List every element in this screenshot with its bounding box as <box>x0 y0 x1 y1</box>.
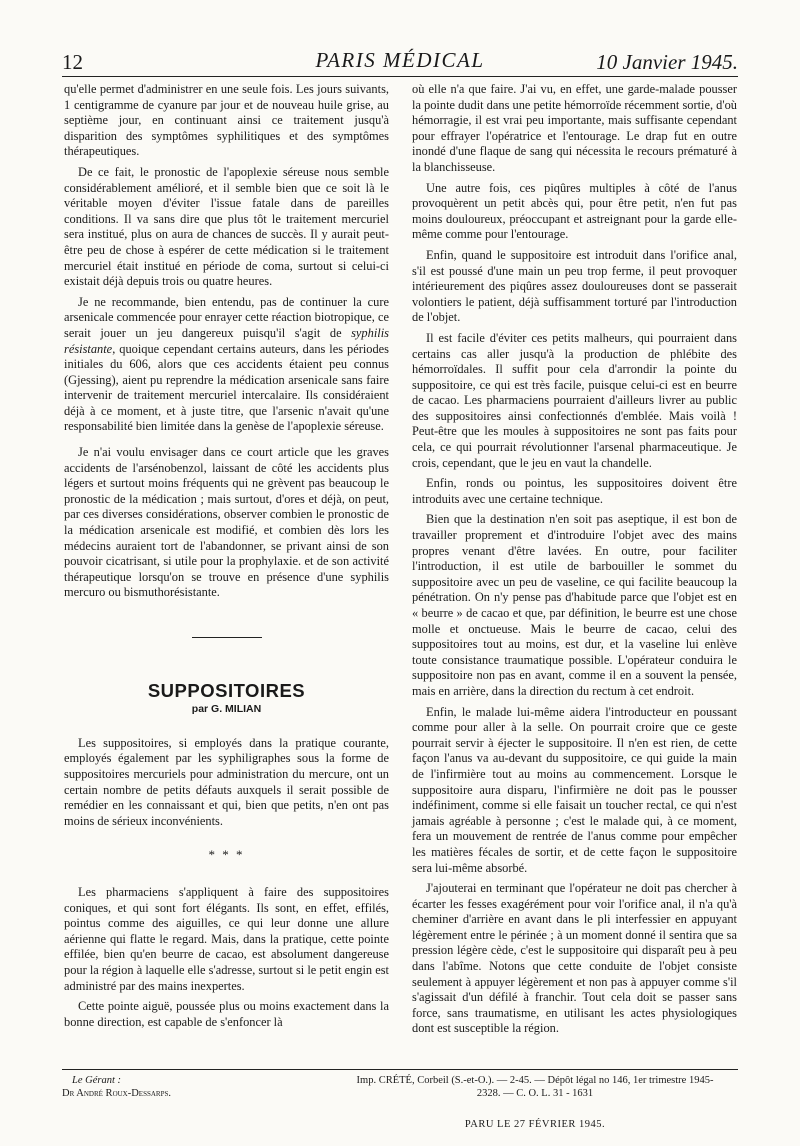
imprint <box>332 1074 738 1100</box>
paragraph: où elle n'a que faire. J'ai vu, en effet, une garde-malade pousser la pointe dudit dans une petite hémorroïde récemment sortie, d'où hémorragie, il est vrai peu importante, mais suffisante cependant pour effrayer l'opératrice et l'entourage. Le drap fut en outre inondé d'une flaque de sang qui nécessita le recours prématuré à la blanchisseuse. <box>412 82 737 174</box>
section-divider <box>64 627 389 643</box>
manager-name: Dr André Roux-Dessarps. <box>62 1088 172 1099</box>
paragraph: qu'elle permet d'administrer en une seule fois. Les jours suivants, 1 centigramme de cyanure par jour et de nouveau huile grise, au septième jour, en continuant ainsi ce traitement jusqu'à disparition des symptômes syphilitiques et des symptômes thérapeutiques. <box>64 82 389 159</box>
paragraph: Une autre fois, ces piqûres multiples à côté de l'anus provoquèrent un petit abcès qui, pour être petit, n'en fut pas moins douloureux, préoccupant et astreignant pour la garde elle-même comme pour l'entourage. <box>412 180 737 242</box>
paragraph: Les suppositoires, si employés dans la pratique courante, employés également par les syphiligraphes sous la forme de suppositoires mercuriels pour administration du mercure, ont un certain nombre de petits défauts auxquels il serait possible de remédier en les connaissant et qui, bien que petits, n'en ont pas moins de sérieux inconvénients. <box>64 735 389 828</box>
paragraph: Bien que la destination n'en soit pas aseptique, il est bon de travailler proprement et d'introduire l'objet avec des mains propres venant d'être lavées. En outre, pour faciliter l'introduction, il est utile de barbouiller le sommet du suppositoire avec un peu de vaseline, ce qui facilite beaucoup la pénétration. On n'y pense pas d'habitude parce que l'objet est en « beurre » de cacao et que, par définition, le beurre est une chose molle et onctueuse. Mais le beurre de cacao, celui des suppositoires tout au moins, est dur, et la vaseline lui enlève toute consistance traumatique possible. L'opérateur conduira le suppositoire non pas en avant, comme il en a souvent la pensée, mais en arrière, dans la direction du rectum à cet endroit. <box>412 512 737 698</box>
article-title: SUPPOSITOIRES <box>147 679 306 701</box>
paragraph: Il est facile d'éviter ces petits malheurs, qui pourraient dans certains cas aller jusqu'à la production de phlébite des hémorroïdales. Il suffit pour cela d'arrondir la pointe du suppositoire, ce qui est très facile, puisque celui-ci est en beurre de cacao. Les pharmaciens pourraient d'ailleurs livrer au public des suppositoires ainsi confectionnés d'emblée. Mais voilà ! Peut-être que les moules à suppositoires ne sont pas faits pour cela, ce qui pourrait révolutionner l'arsenal pharmaceutique. Je crois, cependant, que le jeu en vaut la chandelle. <box>412 330 737 470</box>
imprint-line: Imp. CRÉTÉ, Corbeil (S.-et-O.). — 2-45. — Dépôt légal no 146, 1er trimestre 1945- <box>356 1075 714 1086</box>
page-footer <box>62 1069 738 1130</box>
paragraph: De ce fait, le pronostic de l'apoplexie séreuse nous semble considérablement amélioré, et il semble bien que ce soit là le véritable moyen d'éviter l'issue fatale dans de pareilles conditions. Il va sans dire que plus tôt le traitement mercuriel sera institué, plus on aura de chances de succès. Il y aurait peut-être peu de chose à espérer de cette médication si le traitement mercuriel était institué en période de coma, surtout si celui-ci existait déjà depuis trois ou quatre heures. <box>64 164 389 289</box>
page-number: 12 <box>62 50 83 74</box>
manager-label: Le Gérant : <box>72 1075 121 1086</box>
paragraph: J'ajouterai en terminant que l'opérateur ne doit pas chercher à écarter les fesses exagérément pour voir l'orifice anal, il n'a qu'à cheminer d'arrière en avant dans le pli interfessier en appuyant légèrement entre le périnée ; à un moment donné il sentira que sa pression légère cède, c'est le suppositoire qui disparaît peu à peu dans l'abîme. Notons que cette conduite de l'objet consiste seulement à appuyer légèrement et non pas à appuyer comme s'il s'agissait d'un défilé à franchir. Tout cela doit se passer sans force, sans traumatisme, en utilisant les actes physiologiques dont est susceptible la région. <box>412 881 737 1036</box>
paragraph-text: , quoique cependant certains auteurs, dans les périodes initiales du 606, alors que ces accidents étaient peu connus (Gjessing), aient pu reprendre la médication arsenicale sans faire intervenir de traitement mercuriel intercalaire. Ils considéraient déjà à ce moment, et à juste titre, que l'arsenic n'avait qu'une responsabilité bien limitée dans la genèse de l'apoplexie séreuse. <box>64 341 389 434</box>
paragraph <box>64 295 389 435</box>
publication-date: PARU LE 27 FÉVRIER 1945. <box>464 1119 606 1130</box>
left-column <box>64 82 389 1035</box>
paragraph: Enfin, le malade lui-même aidera l'introducteur en poussant comme pour aller à la selle. On pourrait croire que ce geste pourrait servir à éjecter le suppositoire. Il n'en est rien, de cette façon l'anus va au-devant du suppositoire, ce qui guide la main de l'infirmière tout au moins au commencement. Lorsque le suppositoire aura disparu, l'infirmière ne doit pas le pousser indéfiniment, comme si elle faisait un toucher rectal, ce qui n'est jamais agréable à personne ; c'est le malade qui, à ce moment, fera un mouvement de rentrée de l'anus comme pour empêcher les matières fécales de sortir, et de cette façon le suppositoire sera lui-même absorbé. <box>412 704 737 875</box>
right-column <box>412 82 737 1042</box>
paragraph: Les pharmaciens s'appliquent à faire des suppositoires coniques, et qui sont fort élégants. Ils sont, en effet, effilés, pointus comme des aiguilles, ce qui leur donne une allure aérienne qui flatte le regard. Mais, dans la pratique, cette pointe effilée, bien qu'en beurre de cacao, est absolument dangereuse pour la région à laquelle elle s'adresse, surtout si le petit engin est administré par des mains inexpertes. <box>64 884 389 993</box>
paragraph: Cette pointe aiguë, poussée plus ou moins exactement dans la bonne direction, est capable de s'enfoncer là <box>64 999 389 1029</box>
paragraph: Enfin, quand le suppositoire est introduit dans l'orifice anal, s'il est poussé d'une main un peu trop ferme, il peut provoquer intérieurement des piqûres assez douloureuses dont se passerait volontiers le patient, déjà suffisamment torturé par l'introduction de l'objet. <box>412 247 737 325</box>
imprint-line: 2328. — C. O. L. 31 - 1631 <box>476 1088 594 1099</box>
paragraph-text: Je ne recommande, bien entendu, pas de continuer la cure arsenicale commencée pour enrayer cette réaction biotropique, ce serait jouer un jeu dangereux puisqu'il s'agit de <box>64 294 389 340</box>
paragraph: Je n'ai voulu envisager dans ce court article que les graves accidents de l'arsénobenzol, laissant de côté les accidents plus légers et surtout moins fréquents qui ne grèvent pas beaucoup le pronostic de la médication ; mais surtout, d'ores et déjà, on peut, par ces diverses considérations, observer combien le pronostic de la médication arsenicale est modifié, et combien dès lors les médecins auraient tort de l'abandonner, se privant ainsi de son pouvoir cicatrisant, si utile pour la prophylaxie. et de son activité thérapeutique lorsqu'on se trouve en présence d'une syphilis mercuro ou bismuthorésistante. <box>64 445 389 600</box>
issue-date: 10 Janvier 1945. <box>596 50 738 74</box>
article-author: par G. MILIAN <box>191 703 262 716</box>
manager-credit <box>62 1074 242 1100</box>
asterism: * * * <box>208 847 245 863</box>
emphasis-text: syphilis résistante <box>64 325 389 356</box>
journal-title: PARIS MÉDICAL <box>315 48 485 72</box>
paragraph: Enfin, ronds ou pointus, les suppositoires doivent être introduits avec une certaine technique. <box>412 476 737 506</box>
page-header <box>62 48 738 77</box>
